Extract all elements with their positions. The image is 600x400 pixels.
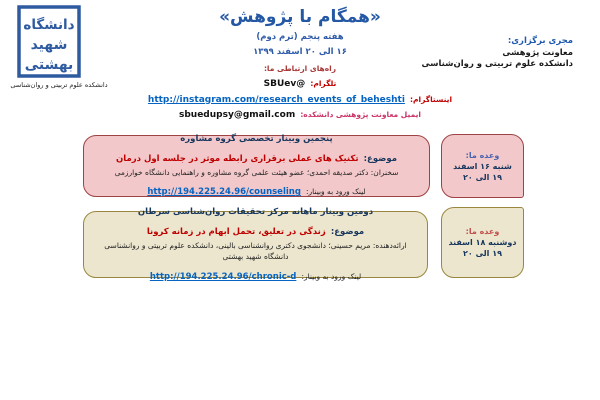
link-label: لینک ورود به وبینار: — [306, 187, 366, 197]
telegram-label: تلگرام: — [310, 78, 337, 88]
email-value: sbuedupsy@gmail.com — [179, 110, 296, 121]
event-speaker: سخنران: دکتر صدیقه احمدی؛ عضو هیئت علمی گروه مشاوره و راهنمایی دانشگاه خوارزمی — [114, 167, 399, 177]
event-card-cancer-psychology-webinar — [83, 206, 428, 282]
event-topic-line — [94, 146, 419, 165]
instagram-label: اینستاگرام: — [410, 94, 453, 104]
event-title: پنجمین وبینار تخصصی گروه مشاوره — [180, 133, 333, 144]
email-label: ایمیل معاونت پژوهشی دانشکده: — [300, 110, 421, 120]
contact-heading: راه‌های ارتباطی ما: — [263, 64, 337, 73]
university-logo-icon — [17, 5, 81, 78]
organizer-label: مجری برگزاری: — [507, 36, 573, 46]
svg-text:دانشگاه: دانشگاه — [23, 17, 75, 33]
subtitle-week: هفته پنجم (ترم دوم) — [256, 32, 344, 42]
topic-text: زندگی در تعلیق، تحمل ابهام در زمانه کرونا — [146, 227, 326, 237]
organizer-line2: دانشکده علوم تربیتی و روان‌شناسی — [421, 59, 573, 69]
event-title: دومین وبینار ماهانه مرکز تحقیقات روان‌شناسی سرطان — [137, 206, 374, 217]
logo-caption: دانشکده علوم تربیتی و روان‌شناسی — [10, 81, 108, 89]
topic-label: موضوع: — [363, 154, 397, 165]
contact-email-line — [110, 106, 490, 122]
telegram-handle: @SBUev — [263, 78, 306, 89]
schedule-label: وعده ما: — [465, 227, 500, 236]
schedule-date: دوشنبه ۱۸ اسفند — [448, 238, 517, 247]
header — [150, 7, 450, 57]
webinar-link-counseling[interactable]: http://194.225.24.96/counseling — [147, 187, 301, 198]
schedule-time: ۱۹ الی ۲۰ — [463, 249, 502, 258]
topic-label: موضوع: — [330, 227, 365, 237]
subtitle-dates: ۱۶ الی ۲۰ اسفند ۱۳۹۹ — [253, 47, 347, 57]
contact-block — [110, 63, 490, 122]
page-title: «همگام با پژوهش» — [219, 7, 381, 27]
event-card-counseling-webinar — [83, 135, 430, 197]
contact-instagram-line — [110, 91, 490, 107]
schedule-time: ۱۹ الی ۲۰ — [463, 172, 502, 182]
event-link-line — [94, 264, 417, 283]
link-label: لینک ورود به وبینار: — [301, 271, 362, 281]
event-presenter-line2: دانشگاه شهید بهشتی — [222, 252, 289, 261]
event-topic-line — [94, 219, 417, 238]
schedule-date: شنبه ۱۶ اسفند — [453, 161, 512, 171]
webinar-link-chronic-d[interactable]: http://194.225.24.96/chronic-d — [149, 271, 297, 282]
event-link-line — [94, 179, 419, 198]
schedule-label: وعده ما: — [465, 150, 500, 160]
svg-text:بهشتی: بهشتی — [24, 57, 74, 73]
organizer-line1: معاونت پژوهشی — [502, 47, 573, 58]
schedule-tab-cancer-psychology — [441, 207, 524, 278]
event-presenter: ارائه‌دهنده: مریم حسینی؛ دانشجوی دکتری روانشناسی بالینی، دانشکده علوم تربیتی و روانشناسی — [104, 240, 407, 250]
topic-text: تکنیک های عملی برقراری رابطه موثر در جلسه اول درمان — [116, 154, 359, 165]
svg-text:شهید: شهید — [30, 37, 68, 53]
instagram-link[interactable]: http://instagram.com/research_events_of_beheshti — [147, 94, 405, 105]
schedule-tab-counseling — [441, 134, 524, 198]
contact-telegram-line — [110, 75, 490, 91]
